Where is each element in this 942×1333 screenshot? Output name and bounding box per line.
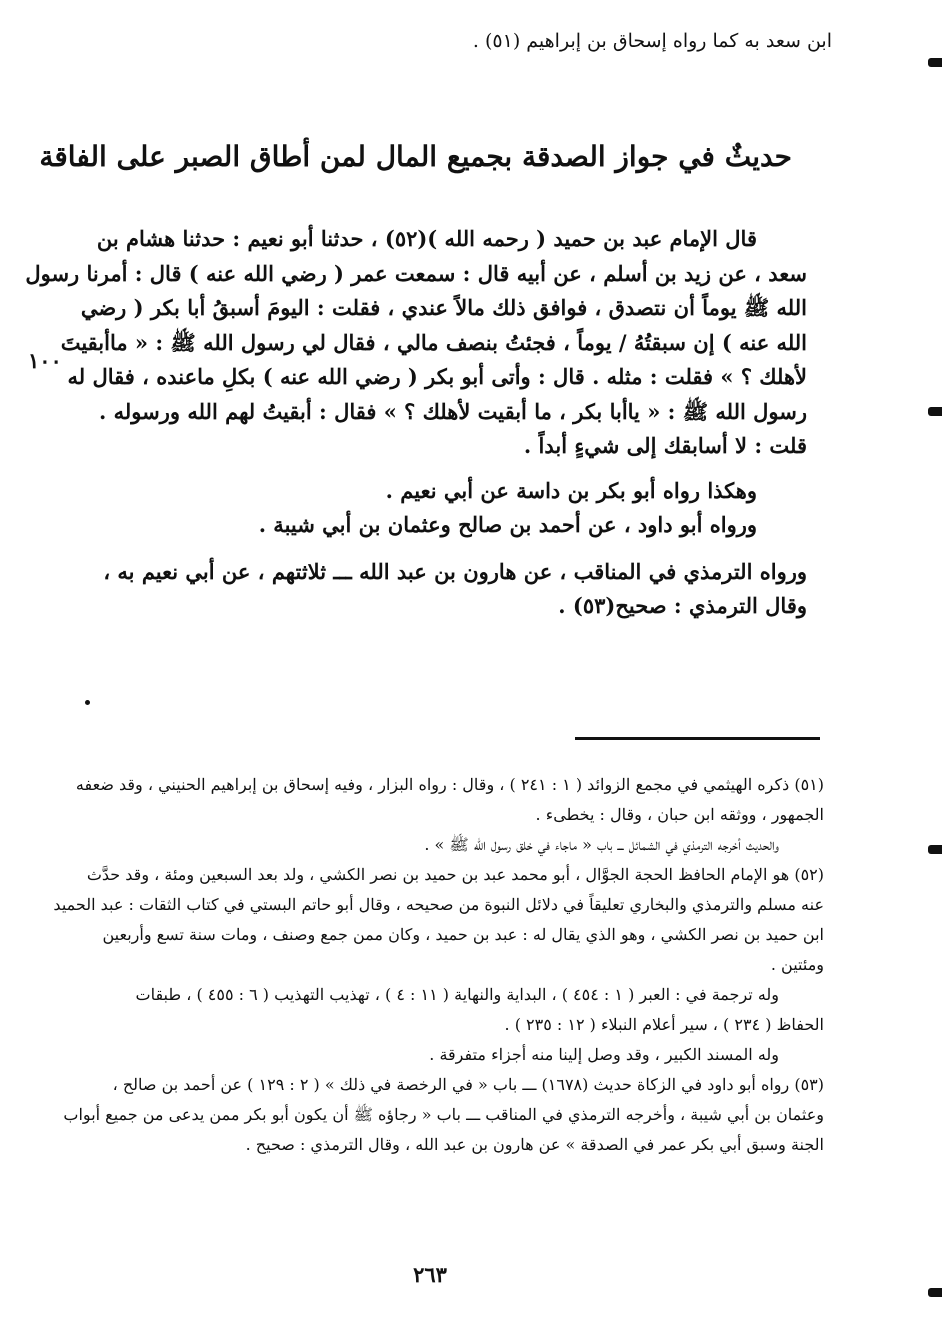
footnote-line: والحديث أخرجه الترمذي في الشمائل ـــ باب « ماجاء في خلق رسول الله ﷺ » .	[424, 835, 779, 854]
text-line: قال الإمام عبد بن حميد ( رحمه الله )(٥٢) ، حدثنا أبو نعيم : حدثنا هشام بن	[96, 226, 757, 251]
text-line: ورواه الترمذي في المناقب ، عن هارون بن عبد الله ـــ ثلاثتهم ، عن أبي نعيم به ،	[103, 558, 807, 584]
footnote-line: (٥١) ذكره الهيثمي في مجمع الزوائد ( ١ : ٢٤١ ) ، وقال : رواه البزار ، وفيه إسحاق بن إبراهيم الحنيني ، وقد ضعفه	[75, 775, 824, 794]
footnote-line: ومئتين .	[770, 955, 824, 974]
text-line: قلت : لا أسابقك إلى شيءٍ أبداً .	[523, 433, 807, 458]
footnote-line: الحفاظ ( ٢٣٤ ) ، سير أعلام النبلاء ( ١٢ : ٢٣٥ ) .	[504, 1015, 824, 1034]
edge-mark	[928, 407, 942, 416]
edge-mark	[928, 845, 942, 854]
margin-page-reference: ١٠٠	[28, 348, 62, 373]
footnote-line: (٥٣) رواه أبو داود في الزكاة حديث (١٦٧٨) ـــ باب « في الرخصة في ذلك » ( ٢ : ١٢٩ ) عن أحمد بن صالح ،	[112, 1075, 824, 1094]
text-line: الله عنه ) إن سبقتُهُ / يوماً ، فجئتُ بنصف مالي ، فقال لي رسول الله ﷺ : « ماأبقيتَ	[60, 329, 807, 355]
footnote-line: الجمهور ، ووثقه ابن حبان ، وقال : يخطىء .	[535, 805, 824, 824]
text-line: سعد ، عن زيد بن أسلم ، عن أبيه قال : سمعت عمر ( رضي الله عنه ) قال : أمرنا رسول	[25, 260, 807, 286]
text-line: رسول الله ﷺ : « ياأبا بكر ، ما أبقيت لأهلك ؟ » فقال : أبقيتُ لهم الله ورسوله .	[99, 398, 807, 424]
hadith-title: حديثٌ في جواز الصدقة بجميع المال لمن أطاق الصبر على الفاقة	[39, 140, 792, 173]
footnote-line: الجنة وسبق أبي بكر عمر في الصدقة » عن هارون بن عبد الله ، وقال الترمذي : صحيح .	[245, 1135, 824, 1154]
page-number: ٢٦٣	[413, 1262, 447, 1287]
paragraph-chain-2	[107, 508, 757, 543]
paragraph-chain-3	[103, 555, 807, 624]
edge-mark	[928, 1288, 942, 1297]
text-line: ورواه أبو داود ، عن أحمد بن صالح وعثمان بن أبي شيبة .	[258, 512, 757, 537]
footnote-line: وعثمان بن أبي شيبة ، وأخرجه الترمذي في المناقب ـــ باب « رجاؤه ﷺ أن يكون أبو بكر ممن يدعى من جميع أبواب	[63, 1105, 824, 1124]
text-line: لأهلك ؟ » فقلت : مثله . قال : وأتى أبو بكر ( رضي الله عنه ) بكلِ ماعنده ، فقال له	[67, 364, 807, 389]
footnote-line: عنه مسلم والترمذي والبخاري تعليقاً في دلائل النبوة من صحيحه ، وقال أبو حاتم البستي في كتاب الثقات : عبد الحميد	[53, 895, 824, 914]
footnotes	[53, 770, 824, 1160]
footnote-line: (٥٢) هو الإمام الحافظ الحجة الجوَّال ، أبو محمد عبد بن حميد بن نصر الكشي ، ولد بعد السبعين ومئة ، وقد حدَّث	[86, 865, 824, 884]
footnote-separator	[575, 737, 820, 740]
edge-mark	[928, 58, 942, 67]
text-line: وهكذا رواه أبو بكر بن داسة عن أبي نعيم .	[385, 477, 757, 503]
paragraph-chain-1	[107, 474, 757, 509]
running-text-top: ابن سعد به كما رواه إسحاق بن إبراهيم (٥١) .	[472, 30, 832, 52]
paragraph-narration	[96, 222, 757, 257]
stray-mark	[85, 700, 90, 705]
text-line: الله ﷺ يوماً أن نتصدق ، فوافق ذلك مالاً عندي ، فقلت : اليومَ أسبقُ أبا بكر ( رضي	[80, 295, 807, 320]
footnote-line: ابن حميد بن نصر الكشي ، وهو الذي يقال له : عبد بن حميد ، وكان ممن جمع وصنف ، ومات سنة تسع وأربعين	[102, 925, 824, 944]
footnote-line: وله المسند الكبير ، وقد وصل إلينا منه أجزاء متفرقة .	[429, 1045, 779, 1064]
footnote-line: وله ترجمة في : العبر ( ١ : ٤٥٤ ) ، البداية والنهاية ( ١١ : ٤ ) ، تهذيب التهذيب ( ٦ : ٤٥٥ ) ، طبقات	[135, 985, 779, 1004]
text-line: وقال الترمذي : صحيح(٥٣) .	[558, 593, 807, 618]
